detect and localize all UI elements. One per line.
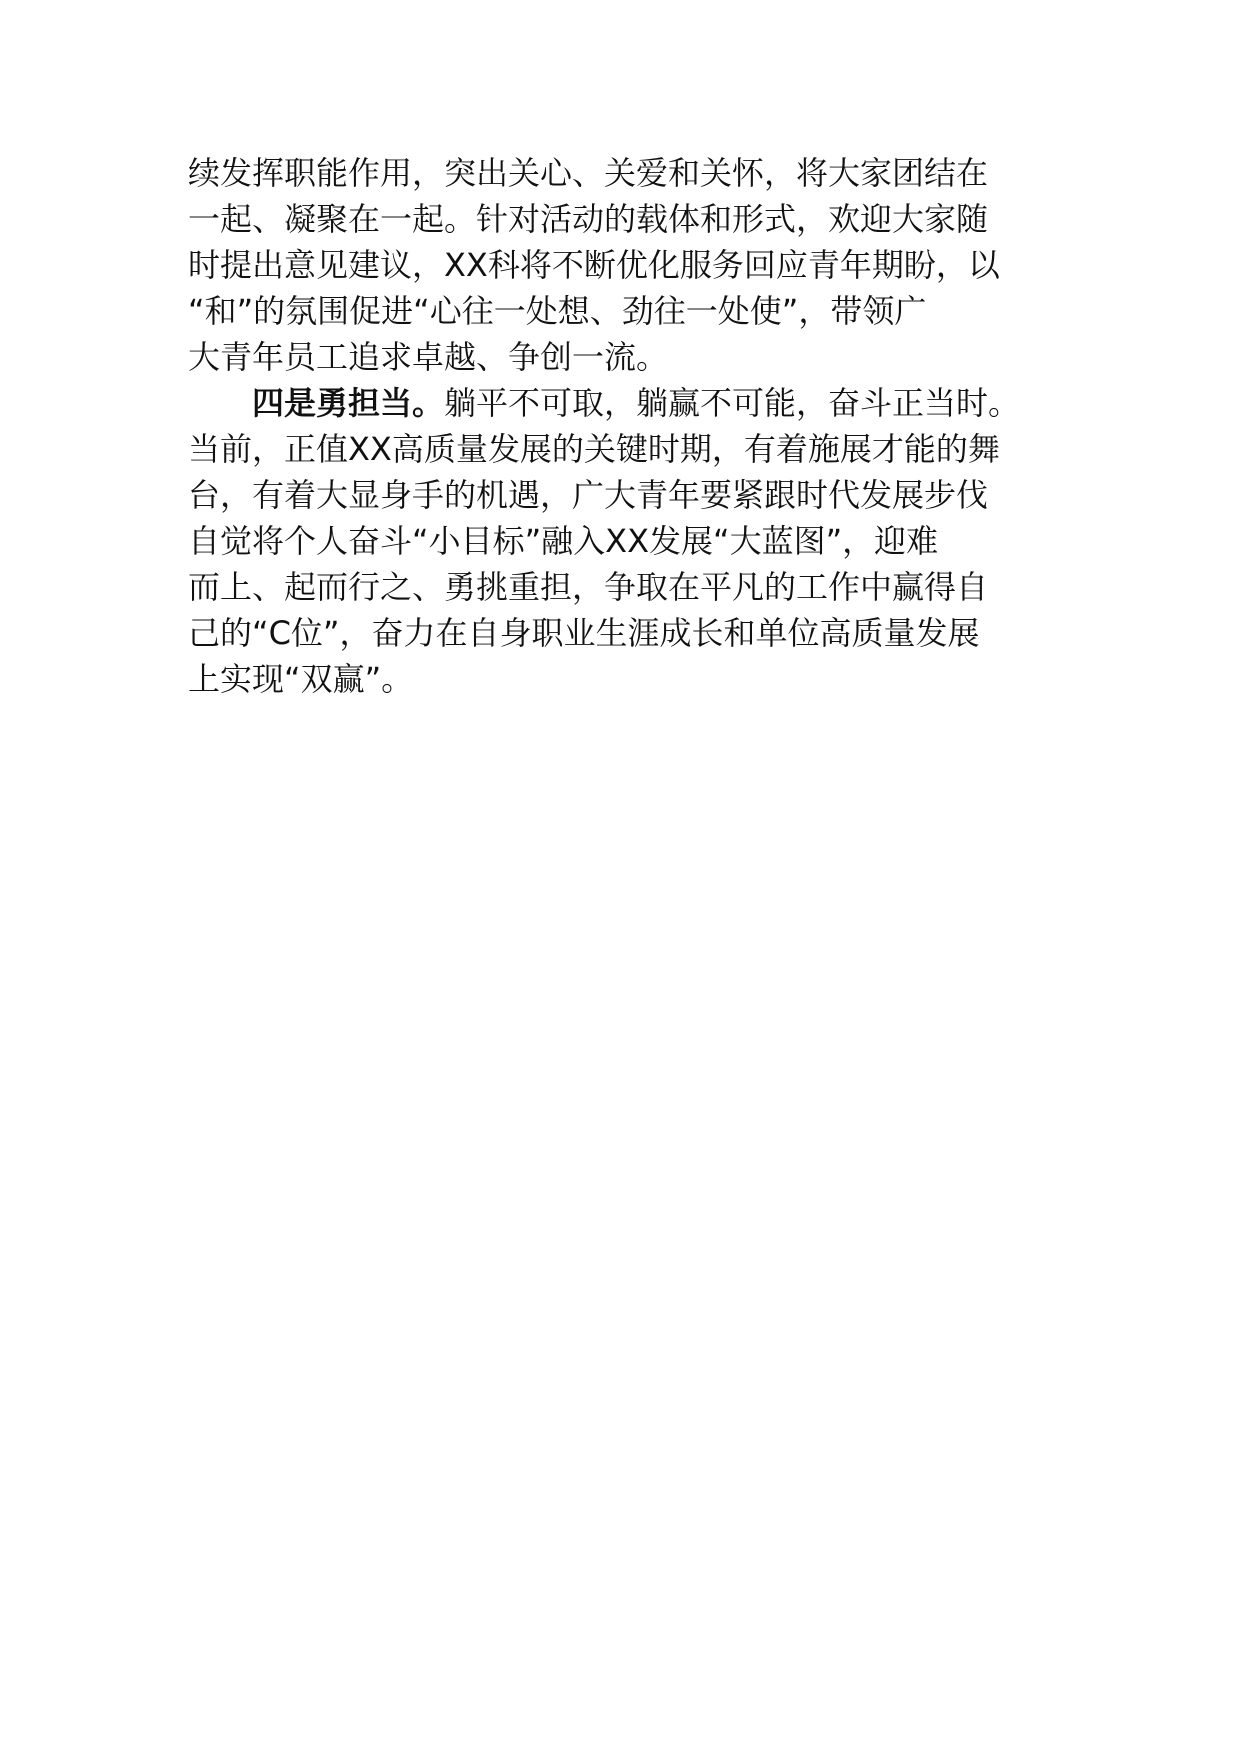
paragraph-line: 自觉将个人奋斗“小目标”融入XX发展“大蓝图”，迎难 bbox=[188, 522, 939, 560]
paragraph-1 bbox=[188, 150, 1068, 380]
paragraph-line: 当前，正值XX高质量发展的关键时期，有着施展才能的舞 bbox=[188, 430, 1000, 468]
paragraph-line: 台，有着大显身手的机遇，广大青年要紧跟时代发展步伐 bbox=[188, 476, 989, 514]
paragraph-line: 续发挥职能作用，突出关心、关爱和关怀，将大家团结在 bbox=[188, 154, 989, 192]
paragraph-2 bbox=[188, 380, 1068, 702]
paragraph-line: 己的“C位”，奋力在自身职业生涯成长和单位高质量发展 bbox=[188, 614, 980, 652]
paragraph-line: 大青年员工追求卓越、争创一流。 bbox=[188, 338, 669, 376]
paragraph-line: 上实现“双赢”。 bbox=[188, 660, 414, 698]
paragraph-first-line bbox=[188, 380, 1068, 426]
document-body bbox=[188, 150, 1068, 702]
paragraph-line: 一起、凝聚在一起。针对活动的载体和形式，欢迎大家随 bbox=[188, 200, 989, 238]
paragraph-line: 时提出意见建议，XX科将不断优化服务回应青年期盼，以 bbox=[188, 246, 1000, 284]
paragraph-line: 而上、起而行之、勇挑重担，争取在平凡的工作中赢得自 bbox=[188, 568, 989, 606]
paragraph-line: “和”的氛围促进“心往一处想、劲往一处使”，带领广 bbox=[188, 292, 927, 330]
paragraph-line-text: 躺平不可取，躺赢不可能，奋斗正当时。 bbox=[444, 384, 1021, 422]
section-heading: 四是勇担当。 bbox=[252, 384, 445, 422]
